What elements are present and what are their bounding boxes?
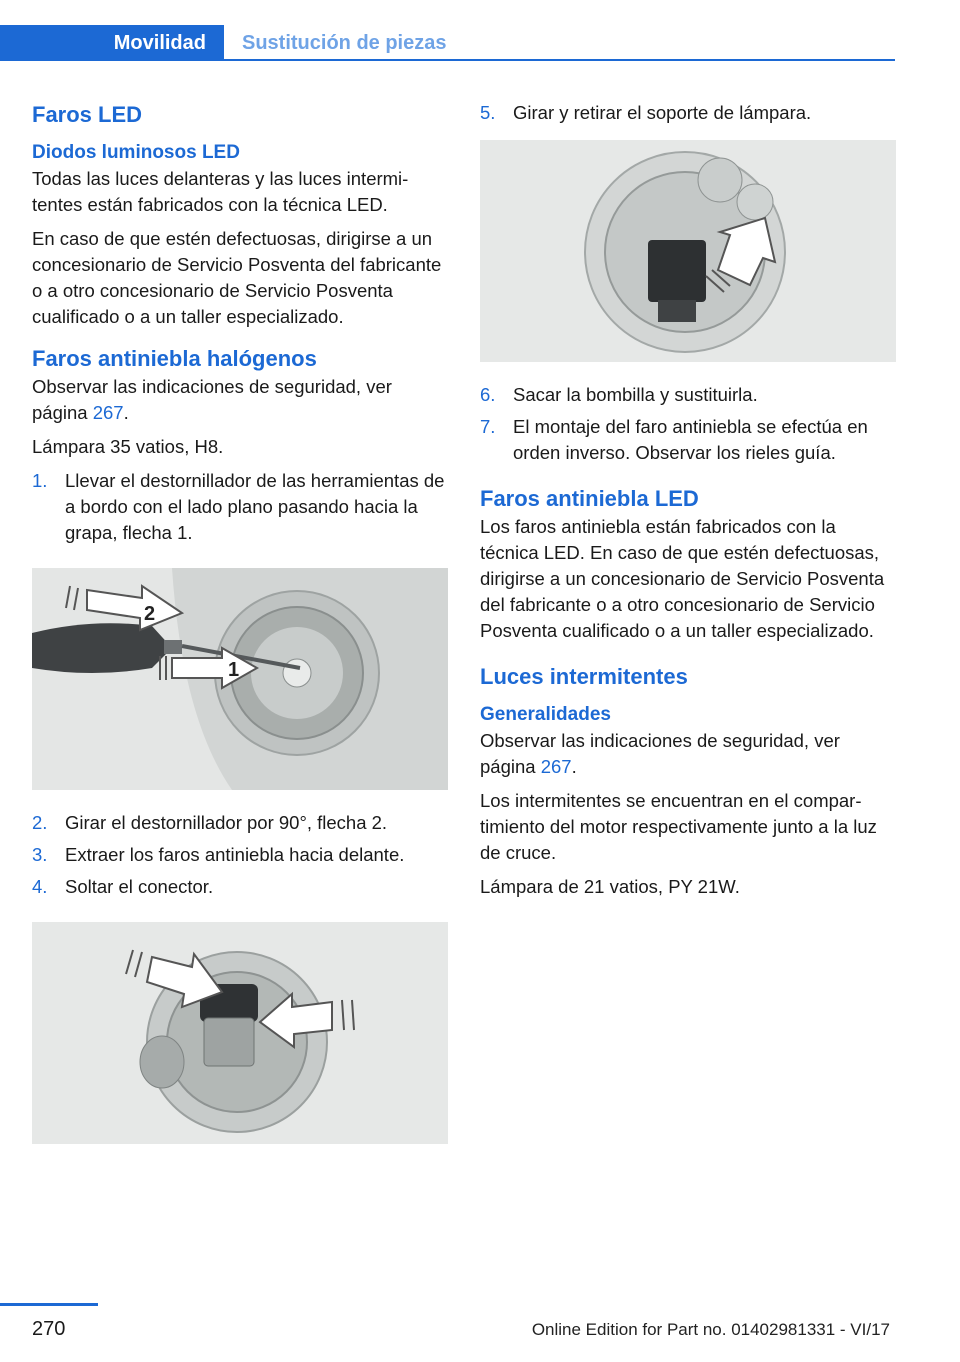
- page-number: 270: [32, 1318, 66, 1340]
- tab-sustitucion-de-piezas[interactable]: Sustitución de piezas: [242, 31, 447, 54]
- heading-faros-antiniebla-led: Faros antiniebla LED: [480, 486, 699, 511]
- heading-generalidades: Generalidades: [480, 704, 611, 725]
- footer-edition: Online Edition for Part no. 01402981331 - VI/17: [531, 1320, 890, 1339]
- paragraph-lamp-h8: Lámpara 35 vatios, H8.: [32, 436, 224, 457]
- page-header: [0, 0, 960, 64]
- paragraph-antiniebla-led: Los faros antiniebla están fabricados con la técnica LED. En caso de que estén defectuosas, dirigirse a un concesionario de Servicio Posventa del fabricante o a otro concesionario de Servicio Posventa cualificado o a un taller especializado.: [480, 516, 885, 641]
- heading-faros-halogenos: Faros antiniebla halógenos: [32, 346, 317, 371]
- figure-lamp-holder: [480, 140, 896, 362]
- list-item: 6. Sacar la bombilla y sustituirla.: [480, 384, 758, 405]
- heading-luces-intermitentes: Luces intermitentes: [480, 664, 688, 689]
- paragraph-safety-ref: Observar las indicaciones de seguridad, ver página 267.: [32, 376, 392, 423]
- steps-list-1: [32, 468, 448, 546]
- paragraph-lamp-py21w: Lámpara de 21 vatios, PY 21W.: [480, 876, 740, 897]
- figure-label-2: 2: [144, 603, 156, 625]
- steps-list-2: [32, 810, 448, 900]
- left-column: [32, 100, 448, 1164]
- list-item: 3. Extraer los faros antiniebla hacia delante.: [32, 844, 405, 865]
- tab-movilidad[interactable]: Movilidad: [0, 25, 224, 61]
- steps-list-4: [480, 382, 896, 466]
- list-item: 7. El montaje del faro antiniebla se efectúa en orden inverso. Observar los rieles guía.: [480, 416, 868, 463]
- right-column: [480, 100, 896, 908]
- figure-connector: [32, 922, 448, 1144]
- paragraph-intermitentes-location: Los intermitentes se encuentran en el compartimiento del motor respectivamente junto a la luz de cruce.: [480, 790, 877, 863]
- steps-list-3: [480, 100, 896, 126]
- figure-screwdriver: [32, 568, 448, 790]
- paragraph-led-technique: Todas las luces delanteras y las luces intermitentes están fabricados con la técnica LED.: [32, 168, 409, 215]
- list-item: 5. Girar y retirar el soporte de lámpara.: [480, 102, 812, 123]
- list-item: 4. Soltar el conector.: [32, 876, 214, 897]
- list-item: 1. Llevar el destornillador de las herramientas de a bordo con el lado plano pasando hacia la grapa, flecha 1.: [32, 470, 445, 543]
- figure-label-1: 1: [228, 659, 240, 681]
- footer-rule: [0, 1303, 98, 1306]
- page-link-267[interactable]: 267: [92, 402, 124, 423]
- heading-diodos-led: Diodos luminosos LED: [32, 142, 240, 163]
- paragraph-safety-ref-2: Observar las indicaciones de seguridad, ver página 267.: [480, 730, 840, 777]
- list-item: 2. Girar el destornillador por 90°, flecha 2.: [32, 812, 388, 833]
- page-link-267-b[interactable]: 267: [540, 756, 572, 777]
- heading-faros-led: Faros LED: [32, 102, 143, 127]
- header-rule: [224, 59, 895, 61]
- paragraph-defective: En caso de que estén defectuosas, dirigirse a un concesionario de Servicio Posventa del fabricante o a otro concesionario de Servicio Posventa cualificado o a un taller especializado.: [32, 228, 442, 327]
